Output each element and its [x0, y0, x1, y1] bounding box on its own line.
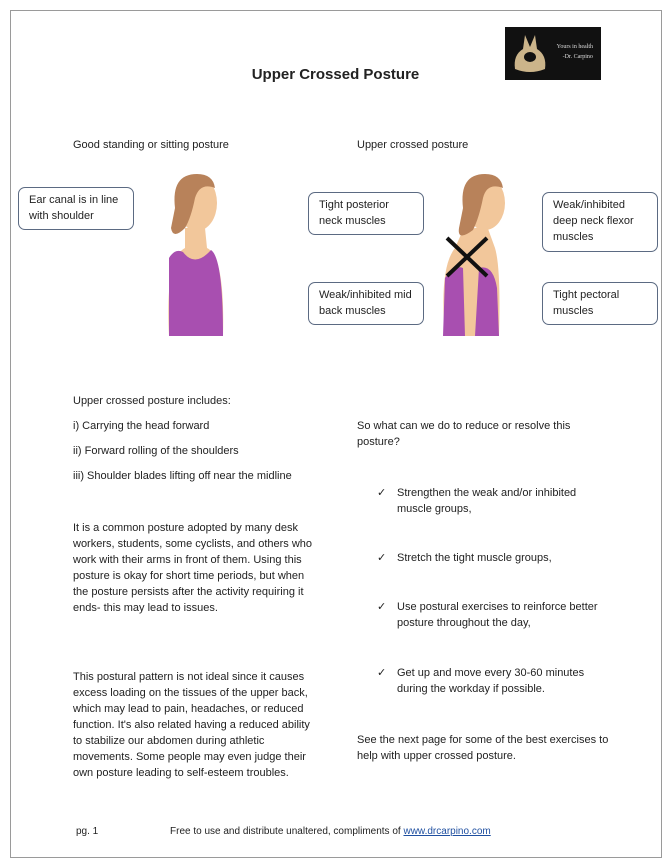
check-icon: ✓ — [377, 552, 387, 564]
check-icon: ✓ — [377, 487, 387, 499]
paragraph-common-posture: It is a common posture adopted by many desk workers, students, some cyclists, and others who work with their arms in front of them. Using this posture is okay for short time periods, but when the posture persists after the activity requiring it ends- this may lead to issues. — [73, 522, 313, 614]
left-figure-caption: Good standing or sitting posture — [73, 139, 229, 151]
website-link[interactable]: www.drcarpino.com — [403, 826, 491, 837]
logo-text: Yours in health — [556, 44, 593, 50]
callout-tight-neck: Tight posterior neck muscles — [308, 192, 424, 235]
solution-item: Use postural exercises to reinforce better posture throughout the day, — [397, 601, 598, 629]
check-icon: ✓ — [377, 667, 387, 679]
page-title: Upper Crossed Posture — [251, 66, 420, 83]
solution-item: Strengthen the weak and/or inhibited muscle groups, — [397, 487, 577, 515]
solution-item: Get up and move every 30-60 minutes during the workday if possible. — [397, 667, 585, 695]
callout-ear-canal: Ear canal is in line with shoulder — [18, 187, 134, 230]
callout-weak-neck-flexor: Weak/inhibited deep neck flexor muscles — [542, 192, 658, 252]
solutions-question: So what can we do to reduce or resolve this posture? — [357, 420, 571, 448]
includes-heading: Upper crossed posture includes: — [73, 395, 231, 407]
paragraph-not-ideal: This postural pattern is not ideal since it causes excess loading on the tissues of the upper back, which may lead to pain, headaches, or reduced function. It's also related having a reduced ability to stabilize our abdomen during athletic movements. Some people may even judge their own posture leading to self-esteem troubles. — [73, 671, 310, 779]
page-number: pg. 1 — [76, 826, 99, 837]
right-figure-caption: Upper crossed posture — [357, 139, 469, 151]
include-item: ii) Forward rolling of the shoulders — [73, 445, 239, 457]
callout-tight-pectoral: Tight pectoral muscles — [542, 282, 658, 325]
next-page-note: See the next page for some of the best exercises to help with upper crossed posture. — [357, 734, 609, 762]
check-icon: ✓ — [377, 601, 387, 613]
logo-signature: -Dr. Carpino — [562, 54, 593, 60]
good-posture-figure — [155, 168, 235, 336]
upper-crossed-posture-figure — [435, 168, 515, 336]
include-item: iii) Shoulder blades lifting off near the midline — [73, 470, 292, 482]
footer-text — [170, 826, 491, 837]
footer-credit: Free to use and distribute unaltered, compliments of — [170, 826, 401, 837]
include-item: i) Carrying the head forward — [73, 420, 210, 432]
callout-weak-mid-back: Weak/inhibited mid back muscles — [308, 282, 424, 325]
solution-item: Stretch the tight muscle groups, — [397, 552, 552, 564]
